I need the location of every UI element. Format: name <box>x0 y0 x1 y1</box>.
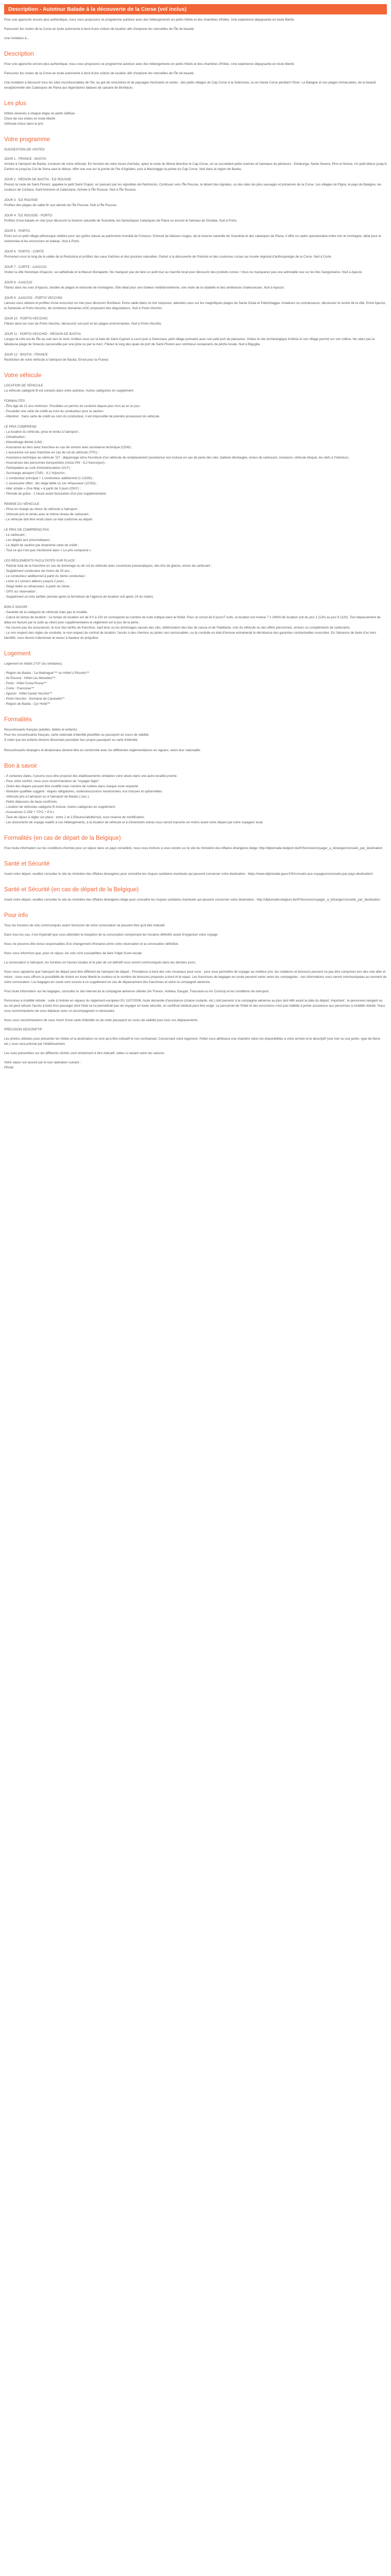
logement-item: - Porto-Vecchio : Domaine de Caranella'** <box>4 697 65 701</box>
day-heading: JOUR 6 : PORTO - CORTE <box>4 250 44 253</box>
intro-paragraph-3: Une invitation à... <box>4 37 29 40</box>
block-line: - Tout ce qui n'est pas mentionné dans « Le prix comprend ». <box>4 549 92 552</box>
formalites-belgique-text: Pour toute information sur les conditions d'entrée pour un séjour dans un pays considéré, nous vous invitons à vous rendre sur le site du ministère des Affaires étrangères belge: http://diplomatie.belgium.be/fr/Services/voyager_a_letranger/conseils_par_destination <box>4 846 383 850</box>
vehicule-heading: Votre véhicule <box>4 372 42 379</box>
programme-subtitle: SUGGESTION DE VISITES <box>4 148 45 151</box>
sante-belgique-text: Avant votre départ, veuillez consulter le site du ministère des Affaires étrangères belge pour connaître les risques sanitaires éventuels qui peuvent concerner votre destination : http://diplomatie.belgium.be/fr/Services/voyager_a_letranger/conseils_par_destination <box>4 898 380 902</box>
day-block <box>4 229 387 244</box>
block-line: - Le non respect des règles de conduite, le non-respect du contrat de location, l'accès à des chemins ou pistes non carrossables, ou la conduite en état d'ivresse entrainerait la déchéance des garanties contractuelles souscrites. En l'absence de faute d'un tiers identifié, vous devrez indemniser le loueur à hauteur du préjudice. <box>4 631 377 640</box>
block-line: - Climatisation ; <box>4 435 27 439</box>
day-text: Prenez la route de Saint-Florent, appelée le petit Saint-Tropez, en passant par les vignobles de Patrimonio. Continuez vers l'Île Rousse, le désert des Agriates, un des sites les plus sauvages et préservés de la Corse. Les villages de Pigna, le pays de Balagne, les couleurs de Corbara, Sant'Antonino et Calenzana. Arrivée à l'Île Rousse. Nuit à l'Île Rousse. <box>4 183 382 192</box>
block-line: - Aller simple « One Way » à partir de 3 jours (ONY) ; <box>4 487 81 490</box>
bon-a-savoir-item: - Itinéraire qualifiée suggéré : étapes obligatoires, visites/excursions mentionnées non incluses et optionnelles. <box>4 790 163 793</box>
sante-heading: Santé et Sécurité <box>4 861 50 867</box>
plus-heading: Les plus <box>4 100 26 107</box>
block-heading: LE PRIX NE COMPREND PAS <box>4 528 50 532</box>
day-block <box>4 352 387 363</box>
bon-a-savoir-item: - Pour votre confort, nous vous recommandons de "voyager léger". <box>4 779 101 783</box>
formalites-block <box>4 727 387 743</box>
vehicule-block-formalites <box>4 399 387 419</box>
vehicule-block-prix-comprend <box>4 425 387 497</box>
day-heading: JOUR 4 : ÎLE ROUSSE - PORTO <box>4 214 53 217</box>
day-heading: JOUR 8 : AJACCIO <box>4 281 32 284</box>
day-text: Profitez des plages de sable fin aux abords de l'Île Rousse. Nuit à l'Île Rousse. <box>4 204 118 207</box>
pour-info-paragraph: Tous les horaires de vols communiqués avant l'émission de votre convocation ne peuvent être qu'à titre indicatif. <box>4 924 166 927</box>
bon-a-savoir-item: - Petits déjeuners de base confirmés. <box>4 800 58 804</box>
block-line: - 1 conducteur principal + 1 conducteur additionnel (1 CADD) ; <box>4 477 94 480</box>
logement-list <box>4 671 387 707</box>
block-heading: BON À SAVOIR : <box>4 605 29 609</box>
logement-item: - Région de Bastia : Cyr Hotel'** <box>4 702 51 706</box>
block-line: - L'assurance vol avec franchise en cas de vol du véhicule (TPC) ; <box>4 451 100 454</box>
day-block <box>4 280 387 291</box>
block-line: - Véhicule pris et rendu avec le même niveau de carburant ; <box>4 513 90 516</box>
pour-info-paragraph: Personnes à mobilité réduite : suite à l'entrée en vigueur du règlement européen EU 1107/2006, toute demande d'assistance (chaise roulante, etc.) doit parvenir à la compagnie aérienne au plus tard 48h avant la date du départ. Important : le personnel navigant ou au sol peut refuser l'accès à bord d'un passager dont l'état ne lui permettrait pas de voyager en toute sécurité, un certificat médical peut être exigé. Le personnel de l'hôtel et des excursions n'est pas habilité à porter assistance aux personnes à mobilité réduite. Nous vous recommandons de vous déplacer avec un accompagnant si nécessaire. <box>4 999 385 1013</box>
sante-text: Avant votre départ, veuillez consulter le site du ministère des Affaires étrangères pour connaître les risques sanitaires éventuels qui peuvent concerner votre destination : https://www.diplomatie.gouv.fr/fr/conseils-aux-voyageurs/conseils-par-pays-destination/ <box>4 872 373 876</box>
day-block <box>4 157 387 172</box>
sante-belgique-heading: Santé et Sécurité (en cas de départ de la Belgique) <box>4 887 139 893</box>
vehicule-block-reglements <box>4 558 387 600</box>
day-text: Flânez dans les rues de Porto-Vecchio, découvrez son port et les plages environnantes. Nuit à Porto-Vecchio. <box>4 322 162 326</box>
vehicule-block-location <box>4 383 387 394</box>
block-line: - Le véhicule doit être rendu dans un état conforme au départ. <box>4 518 93 521</box>
formalites-etrangers: Ressortissants étrangers et binationaux doivent être en conformité avec les différentes réglementations en vigueur, selon leur nationalité. <box>4 749 201 752</box>
day-heading: JOUR 5 : PORTO <box>4 229 30 233</box>
page-title-banner: Description - Autotour Balade à la découverte de la Corse (vol inclus) <box>4 4 387 14</box>
programme-heading: Votre programme <box>4 137 50 143</box>
bon-a-savoir-item: - À certaines dates, il pourra vous être proposé des établissements similaires voire situés dans une autre localité proche. <box>4 774 178 778</box>
block-line: - GPS sur réservation ; <box>4 590 38 594</box>
day-block <box>4 296 387 311</box>
day-block <box>4 249 387 260</box>
block-heading: LOCATION DE VÉHICULE <box>4 384 43 387</box>
day-heading: JOUR 12 : BASTIA - FRANCE <box>4 353 48 357</box>
block-line: - 1 accessoire offert : bio siège bébé ou 1er réhausseur (1CSG) ; <box>4 482 97 485</box>
intro-paragraph-2: Parcourez les routes de la Corse en toute autonomie à bord d'une voiture de location afin d'explorer les merveilles de l'Île de beauté. <box>4 27 195 31</box>
formalites-line: Pour les ressortissants français, carte nationale d'identité plastifiée ou passeport en cours de validité. <box>4 733 150 737</box>
logement-intro: Logement en hôtels 2*/3* (ou similaires). <box>4 662 63 666</box>
day-block <box>4 213 387 224</box>
block-line: - Garantie de la catégorie du véhicule mais pas le modèle. <box>4 611 88 614</box>
block-line: - Rachat total de la franchise en cas de dommage ou de vol du véhicule avec couverture pneumatiques, des bris de glaces, erreur de carburant ; <box>4 564 212 568</box>
formalites-belgique-heading: Formalités (en cas de départ de la Belgique) <box>4 835 121 841</box>
vehicule-block-prix-ne-comprend-pas <box>4 528 387 553</box>
pour-info-heading: Pour info <box>4 912 28 919</box>
bon-a-savoir-item: - Ordre des étapes pouvant être modifié mais nombre de nuitées dans chaque zone respecté. <box>4 785 139 788</box>
description-heading: Description <box>4 51 34 57</box>
block-line: - Les dégâts aux pneumatiques ; <box>4 538 52 542</box>
logement-item: - Ile Rousse : Hôtel Les Mouettes'** <box>4 676 56 680</box>
block-heading: LE PRIX COMPREND <box>4 425 37 429</box>
logement-item: - Corte : Francoise'** <box>4 687 35 690</box>
formalites-line: À noter que les enfants doivent désormais posséder leur propre passeport ou carte d'identité. <box>4 738 138 742</box>
block-line: - Livrer à L'univers ailleurs jusqu'à 2 jours ; <box>4 580 66 583</box>
formalites-line: Ressortissants français (adultes, bébés et enfants) : <box>4 728 79 732</box>
logement-item: - Porto : Hôtel Costa Rossa'** <box>4 682 47 685</box>
block-line: - Assurances des personnes transportées (inclus PAI : 6,2 francs/jour) ; <box>4 461 107 465</box>
block-line: - Posséder une carte de crédit au nom du conducteur pour la caution. <box>4 410 104 413</box>
block-heading: FORMALITÉS <box>4 399 25 403</box>
programme-days <box>4 157 387 363</box>
day-text: Laissez-vous séduire et profitez d'une excursion en mer pour découvrir Bonifacio. Entre sable blanc et mer turquoise, attendez-vous sur les magnifiques plages de Santa Giulia et Palombaggia. Amateurs ou connaisseurs, découvrez le centre de la ville. Entre Ajaccio, la Sartenais et Porto-Vecchio, de nombreux domaines AOC proposent des dégustations. Nuit à Porto-Vecchio. <box>4 301 386 310</box>
block-line: - Le carburant ; <box>4 533 26 537</box>
block-line: - La location du véhicule, prise et rendu à l'aéroport ; <box>4 430 80 434</box>
plus-item: Véhicule inclus dans le prix <box>4 122 43 126</box>
vehicule-block-remise <box>4 502 387 522</box>
day-block <box>4 177 387 193</box>
block-line: - Supplément conducteur de moins de 25 ans ; <box>4 569 72 573</box>
bon-a-savoir-item: - Location de véhicules catégorie B incluse. Autres catégories en supplément. <box>4 805 116 809</box>
block-line: - Supplément un trois tarifiée (arrivée après la fermeture de l'agence de location soit après 24 du matin). <box>4 595 154 599</box>
day-heading: JOUR 2 : RÉGION DE BASTIA - ÎLE ROUSSE <box>4 178 72 181</box>
block-line: - Le dépôt de caution par empreinte carte de crédit ; <box>4 544 79 547</box>
tour-operator-label: Votre séjour est assuré par le tour-opérateur suivant : <box>4 1061 81 1064</box>
plus-item: Choix de vos visites en toute liberté <box>4 117 56 121</box>
bon-a-savoir-item: - Les documents de voyage relatifs à vos hébergements, à la location de véhicule et à d'éventuels extras vous seront transmis en moins avant votre départ par notre voyageur local. <box>4 821 264 824</box>
block-line: La véhicule catégorie B est compris dans votre autotour. Autres catégories en supplément. <box>4 389 135 393</box>
bon-a-savoir-heading: Bon à savoir <box>4 763 37 769</box>
tour-operator-name: FRAM <box>4 1066 13 1070</box>
day-heading: JOUR 3 : ÎLE ROUSSE <box>4 198 38 202</box>
block-line: - Être âgé de 21 ans minimum. Possibles un permis de conduire depuis plus d'un an et un jour. <box>4 404 141 408</box>
block-line: - Période de grâce : 1 heure avant facturation d'un jour supplémentaire. <box>4 492 107 496</box>
day-heading: JOUR 1 : FRANCE - BASTIA <box>4 157 46 161</box>
block-line: - Kilométrage illimité (LIM) ; <box>4 440 44 444</box>
formalites-heading: Formalités <box>4 717 32 723</box>
day-block <box>4 198 387 208</box>
day-text: Flânez dans les rues d'Ajaccio, bordée de plages et entourée de montagnes. Elle idéal pour une chaleur méditerranéenne, une visite de la citadelle et des ambiances chaleureuses. Nuit à Ajaccio. <box>4 286 285 290</box>
plus-item: Hôtels réservés à chaque étape en petits édifices <box>4 112 75 115</box>
block-line: - Assurance au tiers avec franchise en cas de sinistre avec assistance technique (CDW) ; <box>4 446 133 449</box>
plus-list <box>4 111 387 127</box>
intro-paragraph-1: Pour une approche encore plus authentique, nous vous proposons ce programme autotour avec des hébergements en petits hôtels et des chambres d'hôtes. Une expérience dépaysante en toute liberté. <box>4 18 295 22</box>
block-line: - Participation au coût d'immatriculation (VLF) ; <box>4 466 72 470</box>
pour-info-paragraph: Nous vous signalons que l'aéroport de départ peut être différent de l'aéroport de départ ; Prestations à bord des vols nouveaux pour vous : pour vous permettre de voyager au meilleur prix, les collations et boissons peuvent ne pas être comprises lors des vols aller et retour ; nous vous offrons la possibilité de choisir en toute liberté le contenu et le nombre de boissons proposés à bord et le repas. Les franchises de bagages en soute peuvent varier selon les compagnies ; ces informations vous seront communiquées au moment de votre convocation. Les bagages en soute sont soumis à un supplément en cas de dépassement des franchises et selon la compagnie aérienne. <box>4 970 387 984</box>
block-heading: REMISE DU VÉHICULE <box>4 502 40 506</box>
page <box>0 0 391 1081</box>
block-line: - Siège bébé ou réhausseur, à partir du 2ème ; <box>4 585 72 588</box>
bon-a-savoir-item: - Véhicule pris à l'aéroport ou à l'aéroport de Bastia ( Lieu ). <box>4 795 90 799</box>
pour-info-paragraph: Pour toute information sur les bagages, consultez le site internet de la compagnie aérienne utilisée (Air France, Volotea, Easyjet, Transavia ou Air Corsica) et les conditions de transport. <box>4 990 270 993</box>
day-text: Visitez la ville historique d'Ajaccio, sa cathédrale et la Maison Bonaparte. Ne manquez pas de faire un petit tour au marché local pour découvrir des produits corses ! Vous ne manquerez pas une admirable vue sur les îles Sanguinaires. Nuit à Ajaccio. <box>4 270 363 274</box>
logement-heading: Logement <box>4 651 31 657</box>
pour-info-paragraph: Les photos utilisées pour présenter les hôtels et la destination ne sont qu'à titre indicatif et non-contractuel. Concernant votre logement, l'hôtel vous attribuera une chambre selon les disponibilités à votre arrivée et le descriptif (vue mer ou vue jardin, type de literie etc.) vous sera précisé par l'établissement. <box>4 1037 381 1046</box>
day-text: Arrivée à l'aéroport de Bastia. Livraison de votre véhicule. En fonction de votre heure d'arrivée, optez la route du littoral direction le Cap Corse, où se succèdent petits marines et hameaux de pêcheurs : Erbalunga, Santa Severa, Pino et Nonza. Un petit détour jusqu'à Centuri et jusqu'au Col de Serra vaut le détour, offre une vue sur la pointe de l'île d'Agriates, puis à Macinaggio la pointe du Cap Corse. Nuit dans la région de Bastia. <box>4 162 387 171</box>
block-line: - Prise en charge au retour du véhicule à l'aéroport ; <box>4 507 79 511</box>
bon-a-savoir-item: - Assurances C.DW + T.P.C + P.A.I. <box>4 810 55 814</box>
pour-info-paragraph: La convocation à l'aéroport, les horaires en heures locales et le plan de vol définitif vous seront communiqués dans les derniers jours. <box>4 961 197 964</box>
day-text: Profitez d'une balade en mer pour découvrir la réserve naturelle de Scandola, les fantastiques Calanques de Piana ou encore le hameau de Girolata. Nuit à Porto. <box>4 219 238 223</box>
day-block <box>4 265 387 275</box>
day-heading: JOUR 11 : PORTO-VECCHIO - RÉGION DE BASTIA <box>4 332 81 336</box>
day-text: Longez la côte est de l'Île au sud vers le nord. Arrêtez-vous sur la baie de Saint-Cyprien à Lecci puis à Solenzara, petit village portuaire avec son petit port de plaisance. Visitez le site archéologique d'Aléria et son village perché sur son colline. Ne ratez pas la fabuleuse plage de Solaccio (accessible par une piste ou par la mer). Flânez le long des quais du port de Saint-Florent aux nombreux restaurants de pêche locale. Nuit à Biguglia. <box>4 337 375 346</box>
bon-a-savoir-item: - Taxe de séjour à régler sur place : entre 1 et 2,50euros/adulte/nuit, sous réserve de modification. <box>4 816 145 819</box>
block-line: - Le conducteur additionnel à partir du 3ème conducteur ; <box>4 574 87 578</box>
description-paragraph-2: Parcourez les routes de la Corse en toute autonomie à bord d'une voiture de location afin d'explorer les merveilles de l'Île de beauté. <box>4 72 195 75</box>
description-paragraph-3: Une invitation à découvrir tous les sites incontournables de l'île, au gré de rencontres et de paysages fascinants et variés : des petits villages du Cap Corse à la Solenzara, ou en Haute Corse pendant l'hiver. La Balagne et ses plages immaculées, de la beauté exceptionnelle des Calanques de Piana aux légendaires falaises de calcaire de Bonifacio. <box>4 81 376 90</box>
day-text: Promenez-vous le long de la vallée de la Restonica et profitez des eaux fraîches et des piscines naturelles. Partez à la découverte de l'histoire et des coutumes corses au musée régional d'anthropologie de la Corse. Nuit à Corte. <box>4 255 332 259</box>
block-line: - Calcul du temps de location : Le temps de location est de 9 h à 21h en correspond au nombre de nuits indiqué dans le forfait. Pour un circuit de 8 jours/7 nuits, la location est rendue 7 x 24h00 de location soit du jour 1 (12h) au jour 8 (12h). Tout dépassement de délai est facturé par la suite au client pour supplémentaires le règlement est à jour de la perte. <box>4 616 381 624</box>
block-line: - Assistance technique au véhicule 7j/7 : dépannage et/ou fourniture d'un véhicule de remplacement (assistance non incluse en cas de perte des clés, batterie déchargée, erreur de carburant, crevaison, véhicule bloqué, les clefs à l'intérieur) ; <box>4 456 350 460</box>
vehicule-block-bon-a-savoir <box>4 605 387 641</box>
day-heading: JOUR 7 : CORTE - AJACCIO <box>4 265 47 269</box>
precision-heading: PRÉCISION DESCRIPTIF <box>4 1028 42 1031</box>
day-block <box>4 316 387 327</box>
description-paragraph-1: Pour une approche encore plus authentique, nous vous proposons ce programme autotour avec des hébergements en petits hôtels et des chambres d'hôtes. Une expérience dépaysante en toute liberté. <box>4 62 295 66</box>
day-block <box>4 332 387 347</box>
bon-a-savoir-list <box>4 774 387 825</box>
day-heading: JOUR 10 : PORTO-VECCHIO <box>4 317 48 320</box>
block-line: - Ne couvre pas les assurances, le tour des tarifés de franchise, sauf tenu ou les dommages causés des clés, détérioration des bas de caisse et de l'habitacle, vols du véhicule ou des effets personnels, erreurs ou compléments de carburants. <box>4 626 351 630</box>
pour-info-paragraph: Les vues présentées sur les différents clichés sont strictement à titre indicatif, celles-ci variant selon les saisons. <box>4 1052 166 1055</box>
block-line: - Attention : Sans carte de crédit au nom du conducteur, il est impossible de prendre possession du véhicule. <box>4 415 160 418</box>
pour-info-paragraph: Nous vous recommandons de vous munir d'une carte d'identité ou de votre passeport en cours de validité pour tous vos déplacements. <box>4 1019 199 1022</box>
block-heading: LES RÈGLEMENTS FACULTATIFS SUR PLACE : <box>4 559 77 563</box>
day-heading: JOUR 9 : AJACCIO - PORTO VECCHIO <box>4 296 62 300</box>
pour-info-paragraph: Dans tous les cas, il est impératif que vous attendiez la réception de la convocation comprenant les horaires définitifs avant d'organiser votre voyage. <box>4 933 219 937</box>
logement-item: - Région de Bastia : 'La Madrague*'** ou Hôtel U Ricordu'** <box>4 671 89 675</box>
day-text: Restitution de votre véhicule à l'aéroport de Bastia. Envol pour la France. <box>4 358 109 362</box>
pour-info-paragraph: Nous ne pouvons être tenus responsables d'un changement d'horaires entre votre réservation et la convocation définitive. <box>4 942 180 946</box>
logement-item: - Ajaccio : Hôtel Castel Vecchio'** <box>4 692 53 696</box>
pour-info-paragraph: Nous vous informons que, pour ce séjour, les vols sont susceptibles de faire l'objet d'une escale. <box>4 952 143 955</box>
block-line: - Surcharge aéroport (TAP) : 4,1 %/jour/vs ; <box>4 471 67 475</box>
day-text: Porto est un petit village pittoresque célèbre pour ses golfes classé au patrimoine mondial de l'Unesco. Entouré de falaises rouges, de la réserve naturelle de Scandola et des calanques de Piana, il offre un cadre spectaculaire entre mer et montagne, idéal pour la randonnée et les excursions en bateau. Nuit à Porto. <box>4 234 381 243</box>
